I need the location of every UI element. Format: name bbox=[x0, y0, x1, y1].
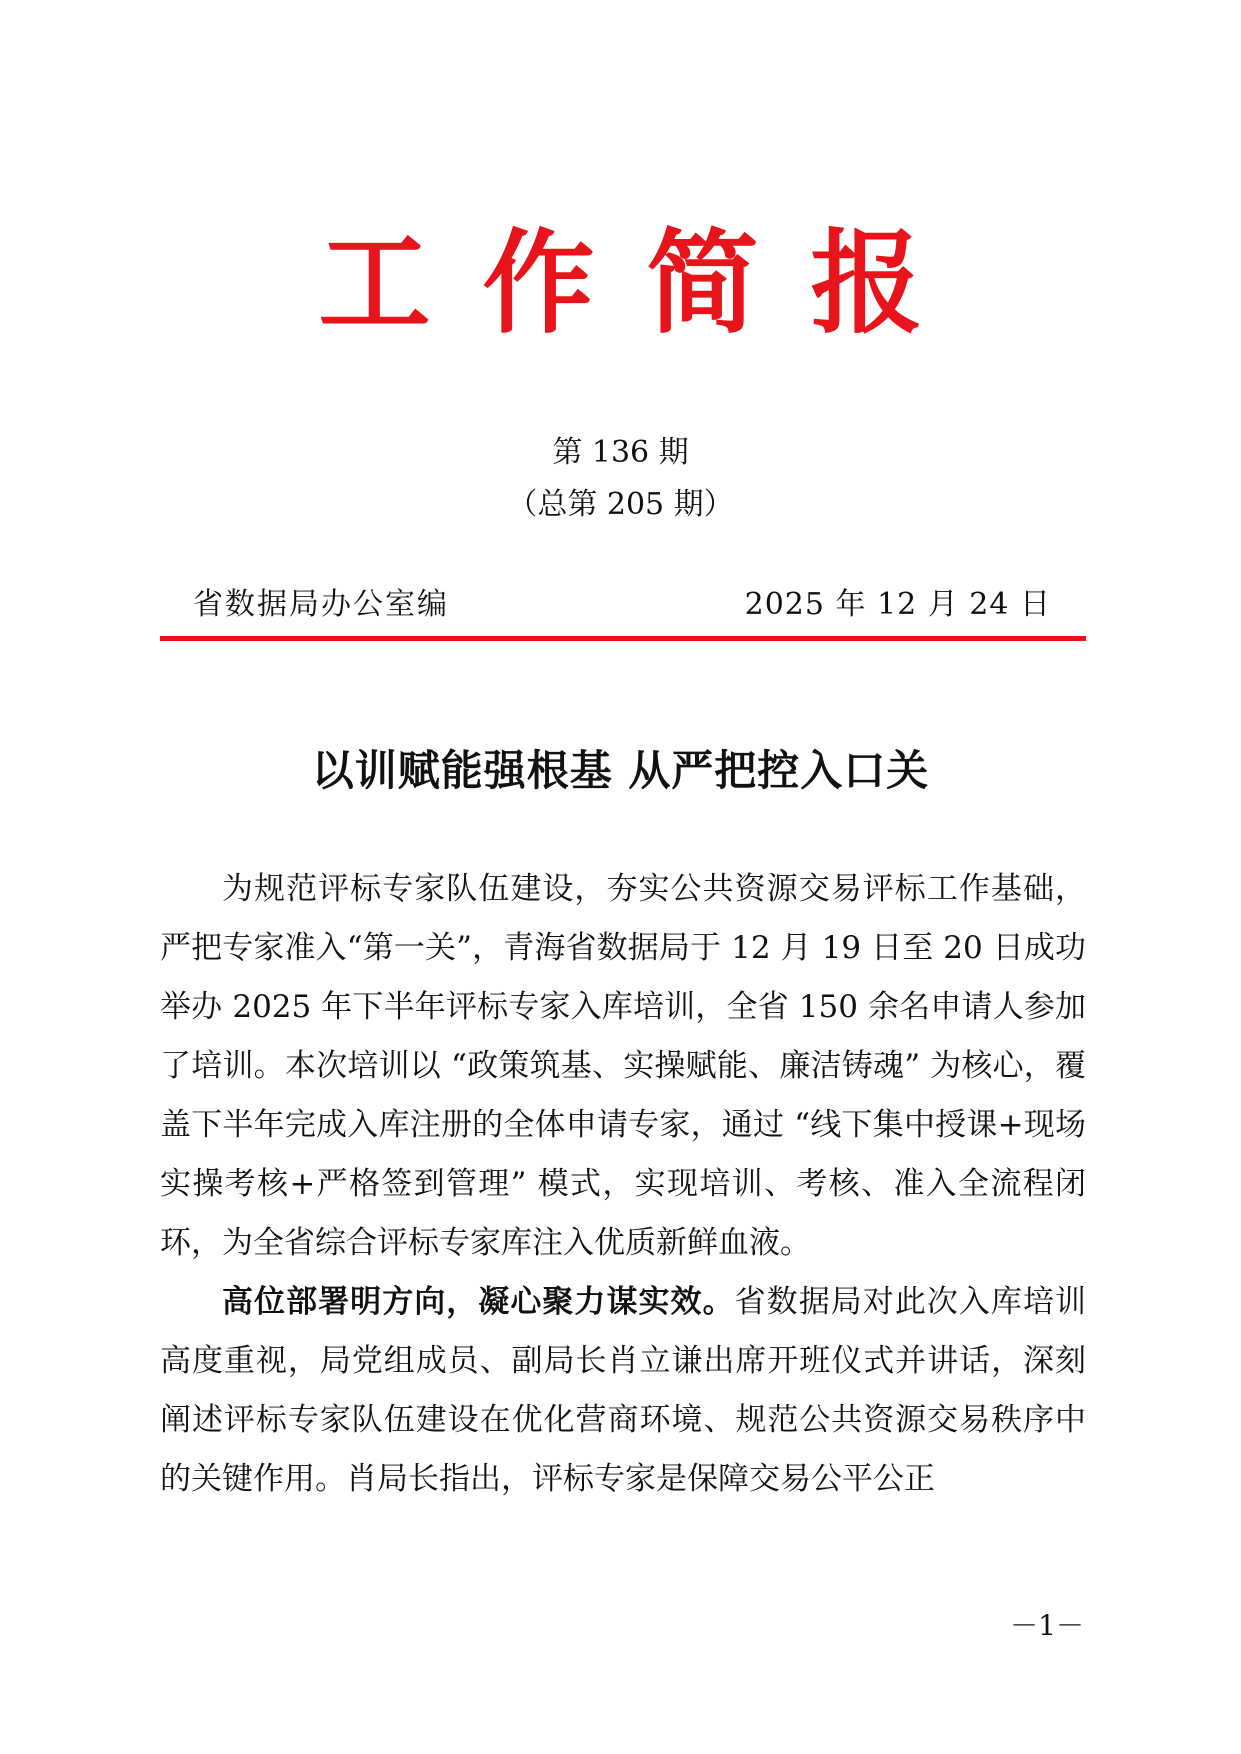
issue-date: 2025 年 12 月 24 日 bbox=[744, 587, 1051, 622]
paragraph-2-lead: 高位部署明方向，凝心聚力谋实效。 bbox=[222, 1284, 735, 1320]
masthead-title: 工作简报 bbox=[318, 218, 975, 349]
article-body bbox=[160, 860, 1086, 1509]
red-divider bbox=[160, 636, 1086, 641]
paragraph-1: 为规范评标专家队伍建设，夯实公共资源交易评标工作基础，严把专家准入“第一关”，青海省数据局于 12 月 19 日至 20 日成功举办 2025 年下半年评标专家入库培训，全省 150 余名申请人参加了培训。本次培训以 “政策筑基、实操赋能、廉洁铸魂” 为核心，覆盖下半年完成入库注册的全体申请专家，通过 “线下集中授课+现场实操考核+严格签到管理” 模式，实现培训、考核、准入全流程闭环，为全省综合评标专家库注入优质新鲜血液。 bbox=[160, 871, 1086, 1261]
page-number: －1－ bbox=[1010, 1609, 1084, 1642]
issue-number: 第 136 期 bbox=[552, 435, 689, 470]
issue-total-number: （总第 205 期） bbox=[507, 487, 734, 522]
paragraph-2-text: 省数据局对此次入库培训高度重视，局党组成员、副局长肖立谦出席开班仪式并讲话，深刻阐述评标专家队伍建设在优化营商环境、规范公共资源交易秩序中的关键作用。肖局长指出，评标专家是保障交易公平公正 bbox=[160, 1284, 1087, 1497]
article-title: 以训赋能强根基 从严把控入口关 bbox=[311, 746, 930, 795]
paragraph-2 bbox=[160, 1273, 1086, 1509]
editor-office: 省数据局办公室编 bbox=[193, 587, 449, 622]
